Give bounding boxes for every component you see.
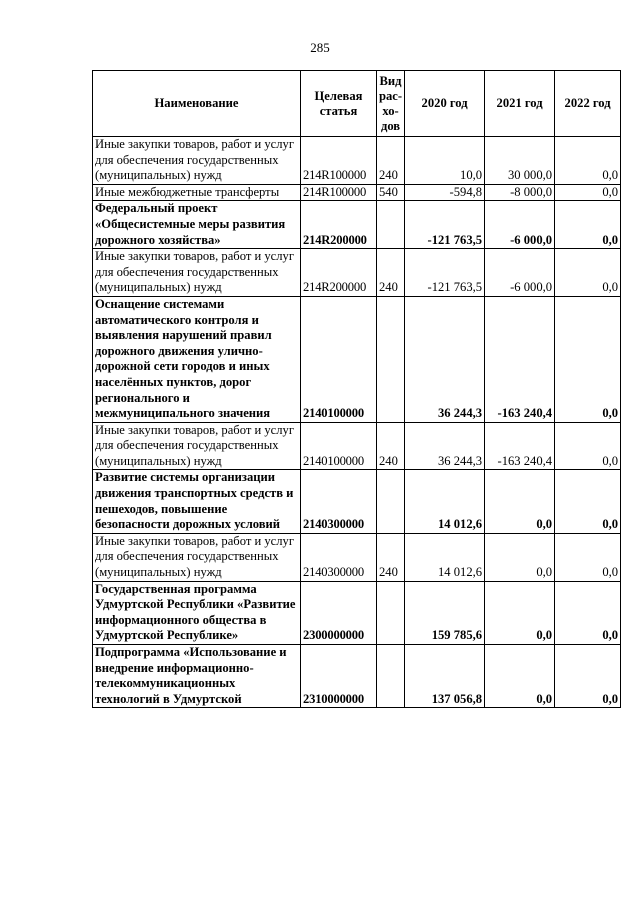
row-value-2021: -6 000,0 xyxy=(485,201,555,249)
row-expense-type xyxy=(377,645,405,708)
table-row xyxy=(93,249,621,297)
row-value-2022: 0,0 xyxy=(555,137,621,185)
row-value-2021: -6 000,0 xyxy=(485,249,555,297)
row-value-2020: 159 785,6 xyxy=(405,581,485,644)
row-target-article: 2310000000 xyxy=(301,645,377,708)
row-name: Иные межбюджетные трансферты xyxy=(93,184,301,201)
row-target-article: 214R100000 xyxy=(301,184,377,201)
header-expense-type: Вид рас-хо-дов xyxy=(377,71,405,137)
table-header-row xyxy=(93,71,621,137)
table-row xyxy=(93,422,621,470)
row-name: Подпрограмма «Использование и внедрение информационно-телекоммуникационных технологий в Удмуртской xyxy=(93,645,301,708)
table-row xyxy=(93,645,621,708)
row-value-2022: 0,0 xyxy=(555,422,621,470)
page-number: 285 xyxy=(310,40,330,55)
row-value-2021: 0,0 xyxy=(485,581,555,644)
row-name: Иные закупки товаров, работ и услуг для обеспечения государственных (муниципальных) нужд xyxy=(93,137,301,185)
row-value-2020: 10,0 xyxy=(405,137,485,185)
row-target-article: 2140300000 xyxy=(301,470,377,533)
row-value-2021: 0,0 xyxy=(485,645,555,708)
row-expense-type: 240 xyxy=(377,249,405,297)
row-value-2020: -121 763,5 xyxy=(405,249,485,297)
row-value-2020: 137 056,8 xyxy=(405,645,485,708)
table-row xyxy=(93,137,621,185)
header-year-2020: 2020 год xyxy=(405,71,485,137)
row-target-article: 2140100000 xyxy=(301,296,377,422)
row-expense-type: 240 xyxy=(377,137,405,185)
row-expense-type xyxy=(377,296,405,422)
row-value-2021: -8 000,0 xyxy=(485,184,555,201)
row-value-2022: 0,0 xyxy=(555,249,621,297)
row-name: Развитие системы организации движения транспортных средств и пешеходов, повышение безопасности дорожных условий xyxy=(93,470,301,533)
row-value-2020: 36 244,3 xyxy=(405,422,485,470)
row-value-2021: 0,0 xyxy=(485,470,555,533)
table-row xyxy=(93,201,621,249)
table-row xyxy=(93,533,621,581)
row-target-article: 214R200000 xyxy=(301,201,377,249)
header-year-2022: 2022 год xyxy=(555,71,621,137)
header-year-2021: 2021 год xyxy=(485,71,555,137)
row-name: Оснащение системами автоматического контроля и выявления нарушений правил дорожного движения улично-дорожной сети городов и иных населённых пунктов, дорог регионального и межмуниципального значения xyxy=(93,296,301,422)
row-expense-type xyxy=(377,470,405,533)
row-value-2022: 0,0 xyxy=(555,470,621,533)
row-expense-type: 540 xyxy=(377,184,405,201)
row-value-2021: 30 000,0 xyxy=(485,137,555,185)
header-target-article: Целевая статья xyxy=(301,71,377,137)
table-row xyxy=(93,581,621,644)
row-value-2021: -163 240,4 xyxy=(485,422,555,470)
table-row xyxy=(93,470,621,533)
budget-table xyxy=(92,70,621,708)
row-value-2022: 0,0 xyxy=(555,581,621,644)
row-value-2020: 14 012,6 xyxy=(405,470,485,533)
row-expense-type xyxy=(377,201,405,249)
row-expense-type: 240 xyxy=(377,533,405,581)
header-name: Наименование xyxy=(93,71,301,137)
table-row xyxy=(93,184,621,201)
row-value-2020: 14 012,6 xyxy=(405,533,485,581)
row-target-article: 2300000000 xyxy=(301,581,377,644)
table-body xyxy=(93,137,621,708)
row-name: Иные закупки товаров, работ и услуг для обеспечения государственных (муниципальных) нужд xyxy=(93,533,301,581)
row-name: Иные закупки товаров, работ и услуг для обеспечения государственных (муниципальных) нужд xyxy=(93,422,301,470)
row-value-2022: 0,0 xyxy=(555,184,621,201)
row-value-2020: -121 763,5 xyxy=(405,201,485,249)
row-expense-type: 240 xyxy=(377,422,405,470)
row-target-article: 214R100000 xyxy=(301,137,377,185)
row-target-article: 214R200000 xyxy=(301,249,377,297)
row-expense-type xyxy=(377,581,405,644)
row-name: Иные закупки товаров, работ и услуг для обеспечения государственных (муниципальных) нужд xyxy=(93,249,301,297)
row-value-2020: 36 244,3 xyxy=(405,296,485,422)
row-value-2020: -594,8 xyxy=(405,184,485,201)
row-value-2022: 0,0 xyxy=(555,645,621,708)
row-name: Государственная программа Удмуртской Республики «Развитие информационного общества в Удмуртской Республике» xyxy=(93,581,301,644)
row-name: Федеральный проект «Общесистемные меры развития дорожного хозяйства» xyxy=(93,201,301,249)
row-value-2022: 0,0 xyxy=(555,533,621,581)
row-value-2021: -163 240,4 xyxy=(485,296,555,422)
row-value-2021: 0,0 xyxy=(485,533,555,581)
row-value-2022: 0,0 xyxy=(555,201,621,249)
row-value-2022: 0,0 xyxy=(555,296,621,422)
row-target-article: 2140300000 xyxy=(301,533,377,581)
table-row xyxy=(93,296,621,422)
row-target-article: 2140100000 xyxy=(301,422,377,470)
